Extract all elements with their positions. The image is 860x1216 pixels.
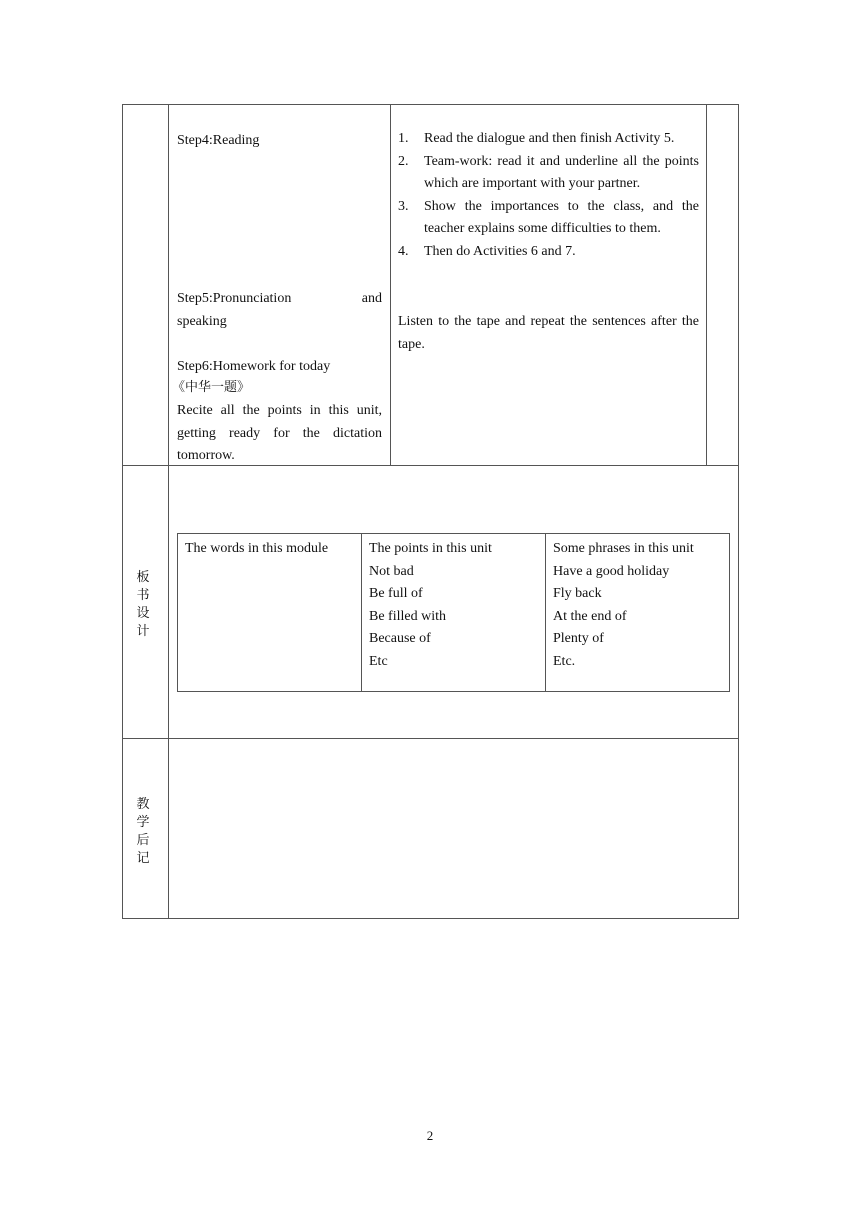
board-cell-line: Because of xyxy=(369,631,431,646)
row1-narrow-column-divider xyxy=(706,104,707,465)
board-cell-line: Some phrases in this unit xyxy=(553,541,694,556)
step5-pronunciation-line2: speaking xyxy=(177,314,227,329)
step6-homework: Step6:Homework for today xyxy=(177,359,331,374)
activity-text: Show the importances to the class, and the teacher explains some difficulties to them. xyxy=(424,198,699,236)
board-cell-line: Plenty of xyxy=(553,631,604,646)
board-cell-line: Be full of xyxy=(369,586,423,601)
board-table-divider-1 xyxy=(361,533,362,692)
activity-text: Team-work: read it and underline all the points which are important with your partner. xyxy=(424,153,699,191)
board-design-label: 板书设计 xyxy=(136,570,150,639)
table-border-left xyxy=(122,104,123,919)
step6-homework-task: Recite all the points in this unit, getting ready for the dictation tomorrow. xyxy=(177,403,382,463)
board-cell-line: At the end of xyxy=(553,608,627,624)
activity-number: 1. xyxy=(398,131,409,146)
listen-instruction: Listen to the tape and repeat the sentences after the tape. xyxy=(398,314,699,352)
step5-pronunciation-line1 xyxy=(177,288,382,311)
board-table-top xyxy=(177,533,730,534)
step5-word-and: and xyxy=(361,291,382,306)
board-column-phrases xyxy=(553,538,725,673)
table-border-right xyxy=(738,104,739,919)
activity-number: 2. xyxy=(398,153,409,169)
page-number: 2 xyxy=(426,1128,434,1143)
activity-number: 4. xyxy=(398,243,409,259)
table-border-bottom xyxy=(122,918,739,919)
activity-item xyxy=(398,241,699,264)
activity-item xyxy=(398,196,699,241)
reflection-label: 教学后记 xyxy=(136,797,150,866)
board-cell-line: Etc xyxy=(369,653,388,669)
activities-list xyxy=(398,128,699,263)
board-cell-line: Not bad xyxy=(369,563,414,579)
table-divider-row2 xyxy=(122,738,739,739)
step6-book-title: 《中华一题》 xyxy=(172,380,251,395)
board-table-bottom xyxy=(177,691,730,692)
board-cell-line: Etc. xyxy=(553,653,576,669)
row1-middle-divider xyxy=(390,104,391,465)
board-table-divider-2 xyxy=(545,533,546,692)
activity-text: Read the dialogue and then finish Activity 5. xyxy=(424,131,675,146)
step5-word-pronunciation: Step5:Pronunciation xyxy=(177,291,292,306)
table-border-top xyxy=(122,104,739,105)
activity-item xyxy=(398,151,699,196)
activity-item xyxy=(398,128,699,151)
activity-text: Then do Activities 6 and 7. xyxy=(424,243,576,259)
board-cell-line: Be filled with xyxy=(369,608,446,624)
board-column-words xyxy=(185,538,357,561)
activity-number: 3. xyxy=(398,198,409,214)
step4-reading: Step4:Reading xyxy=(177,133,260,148)
board-cell-line: Fly back xyxy=(553,586,602,601)
board-table-left xyxy=(177,533,178,692)
board-cell-line: The words in this module xyxy=(185,541,329,556)
table-label-column-divider xyxy=(168,104,169,919)
board-cell-line: The points in this unit xyxy=(369,541,492,556)
board-table-right xyxy=(729,533,730,692)
board-cell-line: Have a good holiday xyxy=(553,563,670,579)
board-column-points xyxy=(369,538,541,673)
